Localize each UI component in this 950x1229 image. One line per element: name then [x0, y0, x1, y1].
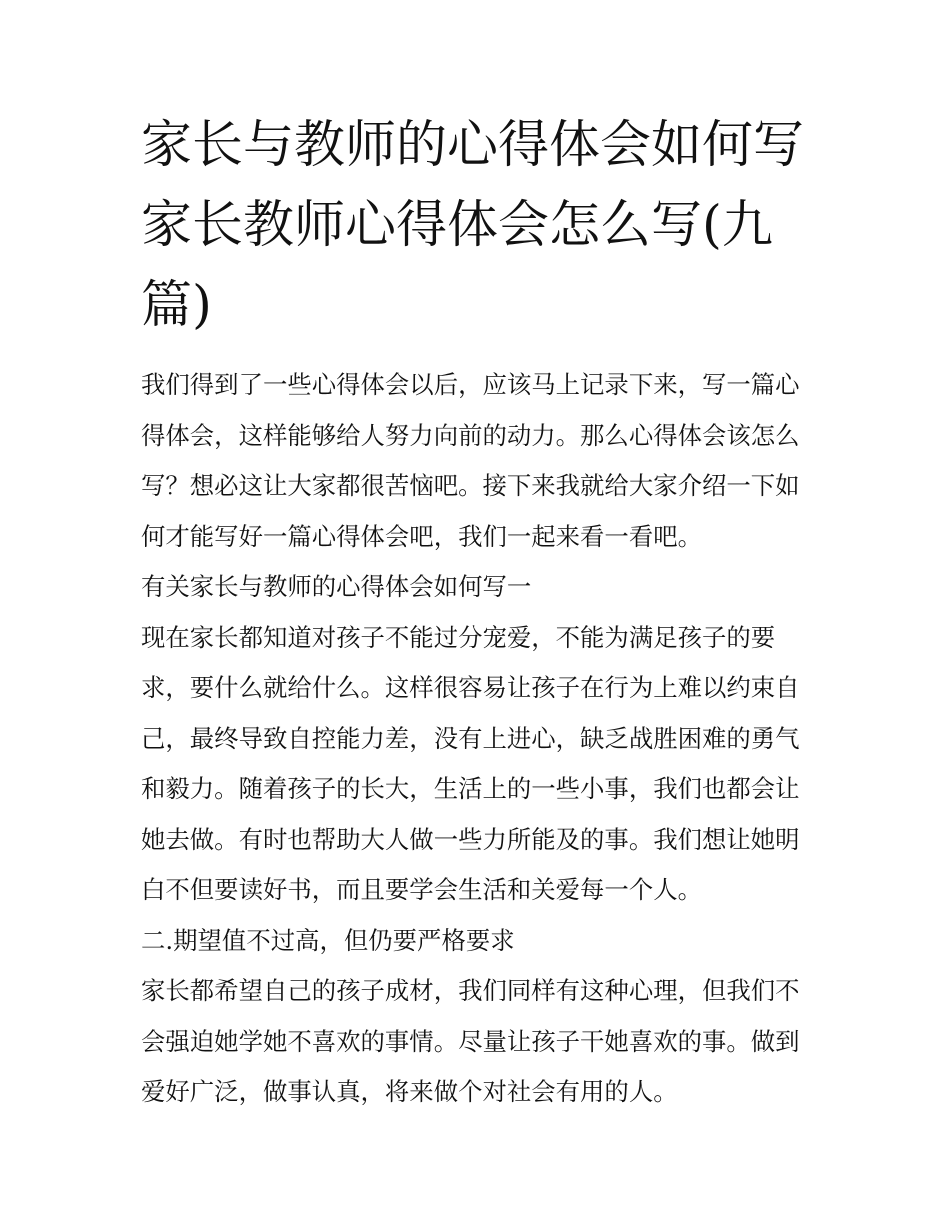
body-paragraph: 现在家长都知道对孩子不能过分宠爱，不能为满足孩子的要求，要什么就给什么。这样很容易让孩子在行为上难以约束自己，最终导致自控能力差，没有上进心，缺乏战胜困难的勇气和毅力。随着孩子的长大，生活上的一些小事，我们也都会让她去做。有时也帮助大人做一些力所能及的事。我们想让她明白不但要读好书，而且要学会生活和关爱每一个人。: [141, 622, 800, 904]
document-title: 家长与教师的心得体会如何写家长教师心得体会怎么写(九篇): [141, 116, 805, 335]
section-heading-two: 二.期望值不过高，但仍要严格要求: [141, 925, 515, 955]
document-page: [141, 106, 815, 1118]
section-heading-one: 有关家长与教师的心得体会如何写一: [141, 572, 532, 601]
body-paragraph: 家长都希望自己的孩子成材，我们同样有这种心理，但我们不会强迫她学她不喜欢的事情。尽量让孩子干她喜欢的事。做到爱好广泛，做事认真，将来做个对社会有用的人。: [141, 976, 800, 1106]
intro-paragraph: 我们得到了一些心得体会以后，应该马上记录下来，写一篇心得体会，这样能够给人努力向前的动力。那么心得体会该怎么写？想必这让大家都很苦恼吧。接下来我就给大家介绍一下如何才能写好一篇心得体会吧，我们一起来看一看吧。: [141, 370, 800, 551]
